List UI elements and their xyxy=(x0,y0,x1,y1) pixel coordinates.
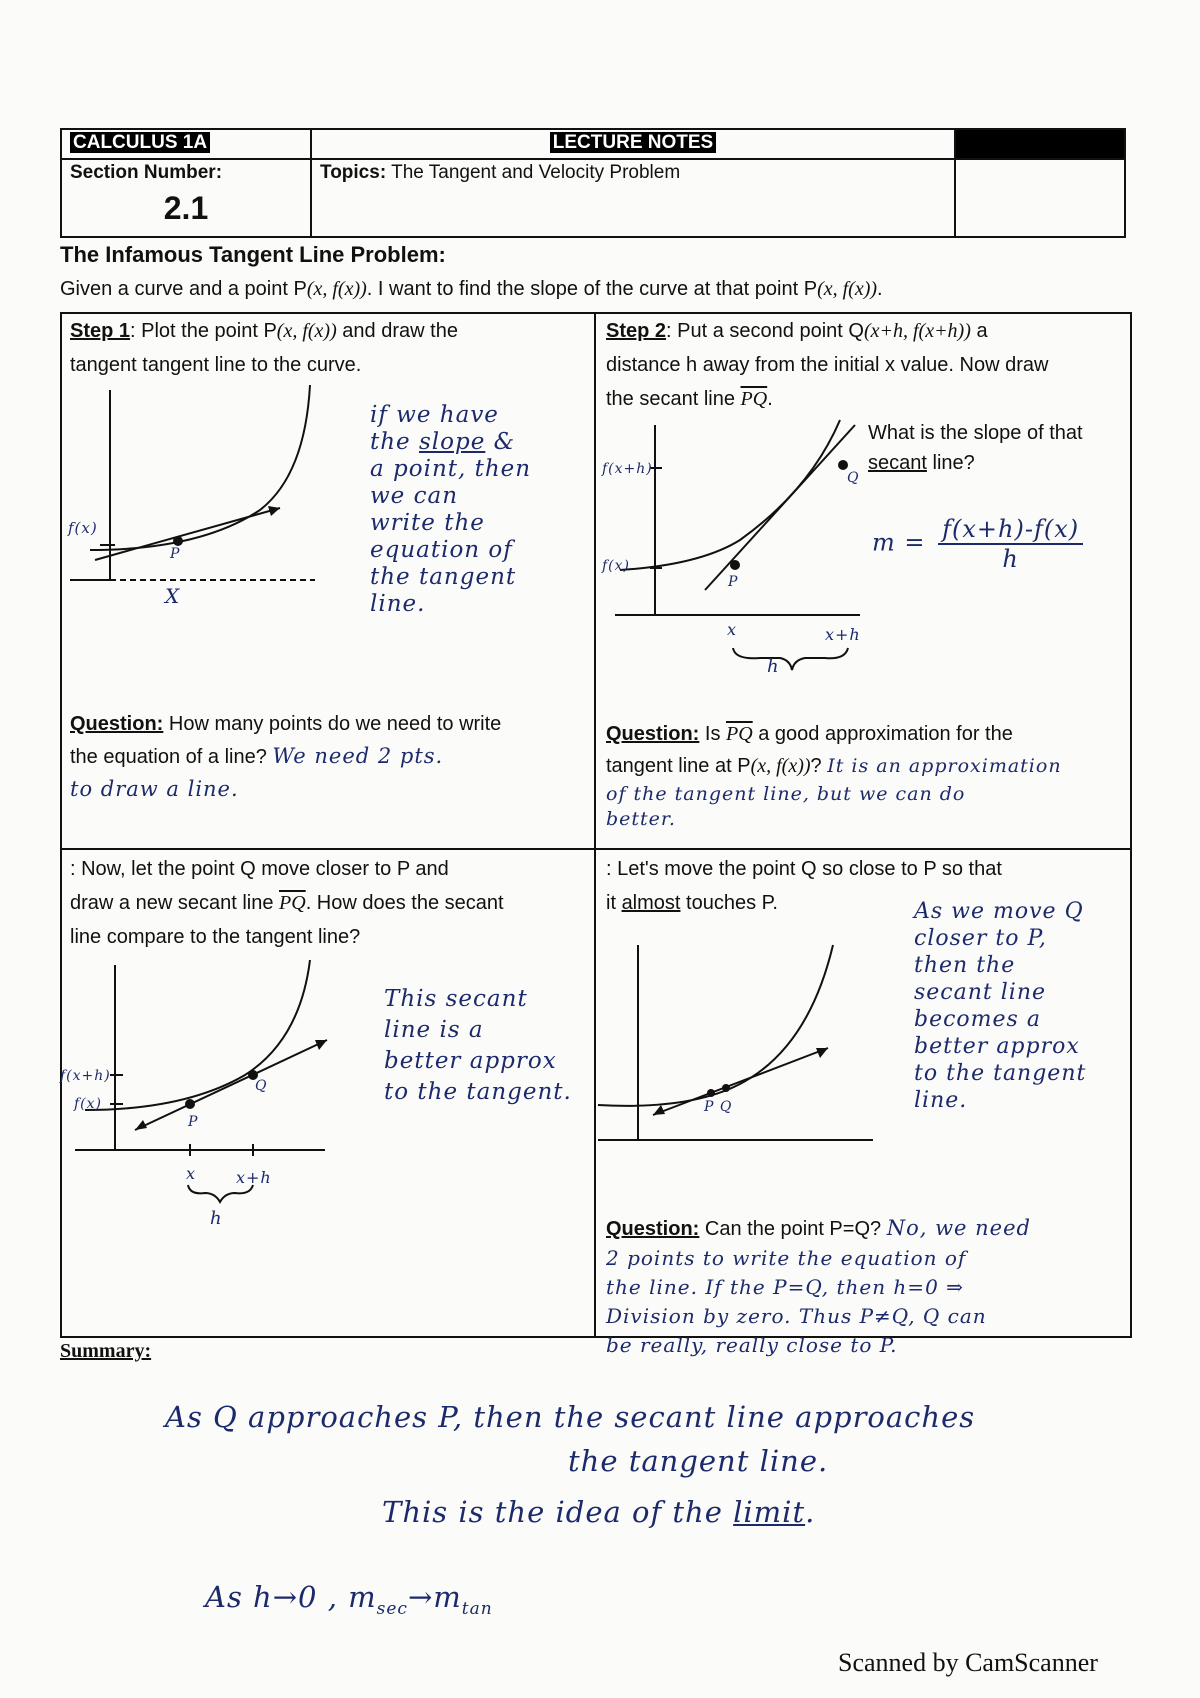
step2-text-d: the secant line xyxy=(606,388,741,410)
step2-h-label: h xyxy=(767,656,780,677)
step2-slope-m: m = xyxy=(872,528,926,557)
intro-title: The Infamous Tangent Line Problem: xyxy=(60,242,446,267)
step2-label: Step 2 xyxy=(606,320,667,342)
step2-question-label: Question: xyxy=(606,723,700,745)
step2-slope-formula xyxy=(872,515,1083,573)
step4-almost: almost xyxy=(621,892,681,914)
step2-slope-denominator: h xyxy=(1002,545,1019,573)
step2-question-d: ? xyxy=(810,755,822,777)
section-label: Section Number: xyxy=(70,162,223,183)
step2-question-pq: $\overline{PQ}$ xyxy=(726,723,753,745)
step3-text-b: draw a new secant line xyxy=(70,892,280,914)
summary-line1: As Q approaches P, then the secant line approaches xyxy=(165,1400,976,1434)
step3-note-line: better approx xyxy=(384,1048,557,1074)
step2-fx-label: f(x) xyxy=(602,558,631,574)
step2-aside xyxy=(868,418,1083,478)
step1-label: Step 1 xyxy=(70,320,131,342)
step4-text-a: : Let's move the point Q so close to P so that xyxy=(606,858,1002,880)
summary-line3b: . xyxy=(805,1495,816,1529)
step3-fxh-label: f(x+h) xyxy=(60,1068,111,1084)
step1-note-line: the slope & xyxy=(370,429,516,455)
summary-arrow: →m xyxy=(407,1580,462,1614)
step2-q-label: Q xyxy=(847,470,860,486)
step4-answer-b: 2 points to write the equation of xyxy=(606,1246,967,1270)
summary-line4 xyxy=(205,1580,493,1619)
step1-x-label: X xyxy=(165,584,181,608)
step2-slope-numerator: f(x+h)-f(x) xyxy=(938,515,1083,545)
intro-given-middle: . I want to find the slope of the curve at that point P xyxy=(366,278,818,300)
step2-point: (x+h, f(x+h)) xyxy=(863,320,971,342)
step3-fx-label: f(x) xyxy=(74,1096,103,1112)
step4-note-line: As we move Q xyxy=(914,899,1084,924)
step1-text-c: tangent tangent line to the curve. xyxy=(70,354,362,376)
step2-aside-secant: secant xyxy=(868,452,927,474)
step4-note-line: then the xyxy=(914,953,1016,978)
step3-p-label: P xyxy=(188,1114,199,1130)
intro-given xyxy=(60,278,883,301)
summary-sub-tan: tan xyxy=(461,1598,493,1619)
step3-note-line: This secant xyxy=(384,986,528,1012)
step2-text xyxy=(606,314,1126,416)
scanner-footer: Scanned by CamScanner xyxy=(838,1648,1098,1677)
step2-graph xyxy=(600,420,880,650)
step3-text-a: : Now, let the point Q move closer to P and xyxy=(70,858,449,880)
step4-note-line: to the tangent xyxy=(914,1061,1087,1086)
course-cell xyxy=(61,129,311,159)
step2-question-c: tangent line at P xyxy=(606,755,751,777)
step3-q-label: Q xyxy=(255,1078,268,1094)
step4-text-c: touches P. xyxy=(680,892,778,914)
step1-note-line: we can xyxy=(370,483,459,509)
topics-label: Topics: xyxy=(320,162,387,183)
step3-text-c: . How does the secant xyxy=(305,892,504,914)
step1-question-text-a: How many points do we need to write xyxy=(163,713,502,735)
step3-x-label: x xyxy=(186,1164,197,1183)
step1-note-line: write the xyxy=(370,510,485,536)
step1-text-a: : Plot the point P xyxy=(130,320,277,342)
step4-answer-e: be really, really close to P. xyxy=(606,1333,898,1357)
course-name: CALCULUS 1A xyxy=(70,132,210,153)
step2-question xyxy=(606,718,1146,832)
summary-sub-sec: sec xyxy=(376,1598,408,1619)
doc-type-cell xyxy=(311,129,955,159)
step1-question xyxy=(70,708,585,805)
summary-label: Summary: xyxy=(60,1340,152,1362)
step1-p-label: P xyxy=(170,546,181,562)
step2-pq: $\overline{PQ}$ xyxy=(740,388,768,410)
step3-h-label: h xyxy=(210,1208,223,1229)
step3-xh-label: x+h xyxy=(236,1168,272,1187)
doc-type: LECTURE NOTES xyxy=(550,132,716,153)
step3-note-line: line is a xyxy=(384,1017,484,1043)
step4-note-line: line. xyxy=(914,1088,968,1113)
step3-text xyxy=(70,852,585,954)
step2-aside-b: line? xyxy=(926,452,975,474)
step2-xh-label: x+h xyxy=(825,625,861,644)
step4-note xyxy=(914,898,1086,1114)
step3-note xyxy=(384,984,572,1108)
summary-line4-text: As h→0 , m xyxy=(205,1580,377,1614)
intro-point-2: (x, f(x)) xyxy=(817,278,878,300)
step4-note-line: becomes a xyxy=(914,1007,1041,1032)
step1-note-line: a point, then xyxy=(370,456,532,482)
grid-divider-horizontal xyxy=(60,848,1132,850)
step3-text-d: line compare to the tangent line? xyxy=(70,926,361,948)
summary-line2: the tangent line. xyxy=(568,1444,829,1478)
step1-note-line: equation of xyxy=(370,537,513,563)
step3-pq: $\overline{PQ}$ xyxy=(279,892,306,914)
step2-question-b: a good approximation for the xyxy=(752,723,1013,745)
step4-note-line: better approx xyxy=(914,1034,1080,1059)
step2-answer-a: It is an approximation xyxy=(827,755,1062,777)
step1-text xyxy=(70,314,585,382)
step2-p-label: P xyxy=(728,574,739,590)
step4-pq-label: P Q xyxy=(704,1099,733,1115)
step2-text-b: a xyxy=(970,320,988,342)
step1-note xyxy=(370,402,531,618)
step1-graph xyxy=(60,380,360,620)
step4-answer-d: Division by zero. Thus P≠Q, Q can xyxy=(606,1304,987,1328)
step1-fx-label: f(x) xyxy=(68,519,98,537)
step2-x-label: x xyxy=(727,620,738,639)
intro-given-prefix: Given a curve and a point P xyxy=(60,278,307,300)
section-cell xyxy=(61,159,311,237)
step2-question-point: (x, f(x)) xyxy=(750,755,811,777)
summary-limit: limit xyxy=(733,1495,806,1529)
step2-text-e: . xyxy=(767,388,773,410)
empty-cell xyxy=(955,159,1125,237)
step4-note-line: secant line xyxy=(914,980,1047,1005)
step4-question-text: Can the point P=Q? xyxy=(699,1218,882,1240)
header-table xyxy=(60,128,1126,238)
step2-answer-c: better. xyxy=(606,808,676,830)
intro-given-end: . xyxy=(877,278,883,300)
step3-note-line: to the tangent. xyxy=(384,1079,572,1105)
step1-answer-b: to draw a line. xyxy=(70,777,239,801)
intro-point-1: (x, f(x)) xyxy=(306,278,367,300)
step1-note-line: the tangent xyxy=(370,564,517,590)
step4-question xyxy=(606,1214,1166,1360)
step1-text-b: and draw the xyxy=(336,320,458,342)
summary-line3 xyxy=(382,1495,815,1529)
step4-text-b: it xyxy=(606,892,622,914)
step1-question-text-b: the equation of a line? xyxy=(70,746,267,768)
step2-text-a: : Put a second point Q xyxy=(666,320,864,342)
step2-answer-b: of the tangent line, but we can do xyxy=(606,783,966,805)
step1-answer-a: We need 2 pts. xyxy=(272,744,444,768)
step2-text-c: distance h away from the initial x value. Now draw xyxy=(606,354,1049,376)
step2-fxh-label: f(x+h) xyxy=(602,461,653,477)
step4-note-line: closer to P, xyxy=(914,926,1047,951)
blacked-out-cell xyxy=(955,129,1125,159)
section-number: 2.1 xyxy=(163,190,209,226)
step4-answer-c: the line. If the P=Q, then h=0 ⇒ xyxy=(606,1275,964,1299)
topics-cell xyxy=(311,159,955,237)
grid-divider-vertical xyxy=(594,312,596,1338)
step1-note-line: line. xyxy=(370,591,426,617)
step1-note-slope: slope xyxy=(418,429,486,455)
step2-aside-a: What is the slope of that xyxy=(868,422,1083,444)
step4-question-label: Question: xyxy=(606,1218,700,1240)
step1-note-line: if we have xyxy=(370,402,499,428)
step4-graph xyxy=(598,940,898,1150)
step2-question-a: Is xyxy=(699,723,727,745)
topics-value: The Tangent and Velocity Problem xyxy=(391,162,681,183)
step1-point: (x, f(x)) xyxy=(276,320,337,342)
step1-question-label: Question: xyxy=(70,713,164,735)
step4-answer-a: No, we need xyxy=(886,1216,1031,1240)
summary-line3a: This is the idea of the xyxy=(382,1495,734,1529)
